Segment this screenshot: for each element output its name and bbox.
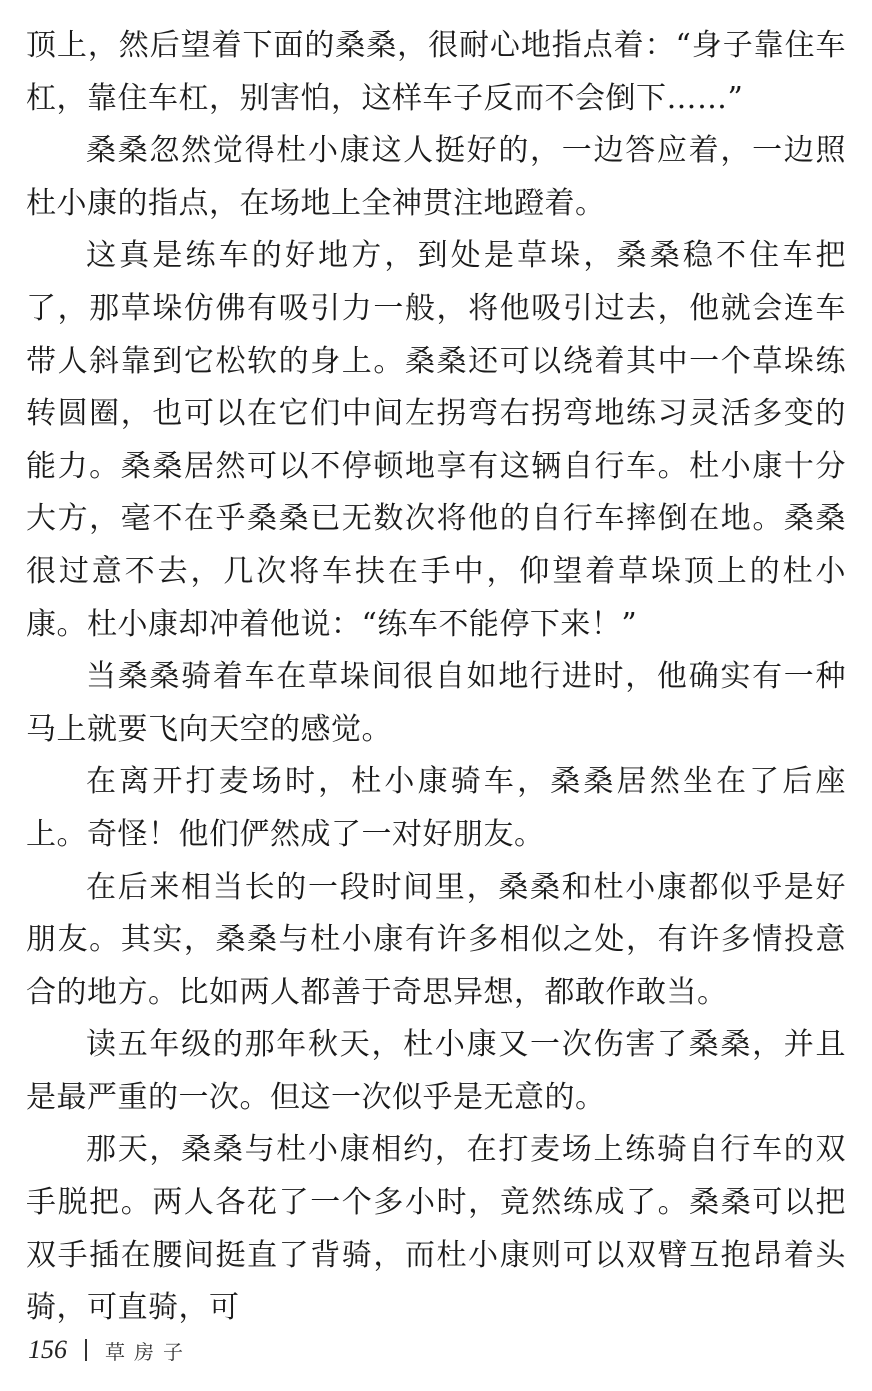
footer-divider	[85, 1339, 87, 1361]
page-body-text	[26, 20, 846, 1335]
paragraph: 在后来相当长的一段时间里，桑桑和杜小康都似乎是好朋友。其实，桑桑与杜小康有许多相似之处，有许多情投意合的地方。比如两人都善于奇思异想，都敢作敢当。	[26, 869, 846, 1010]
running-book-title: 草房子	[105, 1339, 192, 1364]
paragraph: 在离开打麦场时，杜小康骑车，桑桑居然坐在了后座上。奇怪！他们俨然成了一对好朋友。	[26, 764, 846, 852]
page-number: 156	[28, 1335, 67, 1364]
paragraph-continued: 顶上，然后望着下面的桑桑，很耐心地指点着：“身子靠住车杠，靠住车杠，别害怕，这样车子反而不会倒下……”	[26, 28, 846, 116]
paragraph: 桑桑忽然觉得杜小康这人挺好的，一边答应着，一边照杜小康的指点，在场地上全神贯注地蹬着。	[26, 133, 846, 221]
paragraph: 那天，桑桑与杜小康相约，在打麦场上练骑自行车的双手脱把。两人各花了一个多小时，竟然练成了。桑桑可以把双手插在腰间挺直了背骑，而杜小康则可以双臂互抱昂着头骑，可直骑，可	[26, 1132, 846, 1326]
page-footer	[28, 1332, 192, 1368]
paragraph: 这真是练车的好地方，到处是草垛，桑桑稳不住车把了，那草垛仿佛有吸引力一般，将他吸引过去，他就会连车带人斜靠到它松软的身上。桑桑还可以绕着其中一个草垛练转圆圈，也可以在它们中间左拐弯右拐弯地练习灵活多变的能力。桑桑居然可以不停顿地享有这辆自行车。杜小康十分大方，毫不在乎桑桑已无数次将他的自行车摔倒在地。桑桑很过意不去，几次将车扶在手中，仰望着草垛顶上的杜小康。杜小康却冲着他说：“练车不能停下来！”	[26, 238, 846, 642]
paragraph: 读五年级的那年秋天，杜小康又一次伤害了桑桑，并且是最严重的一次。但这一次似乎是无意的。	[26, 1027, 846, 1115]
paragraph: 当桑桑骑着车在草垛间很自如地行进时，他确实有一种马上就要飞向天空的感觉。	[26, 659, 846, 747]
